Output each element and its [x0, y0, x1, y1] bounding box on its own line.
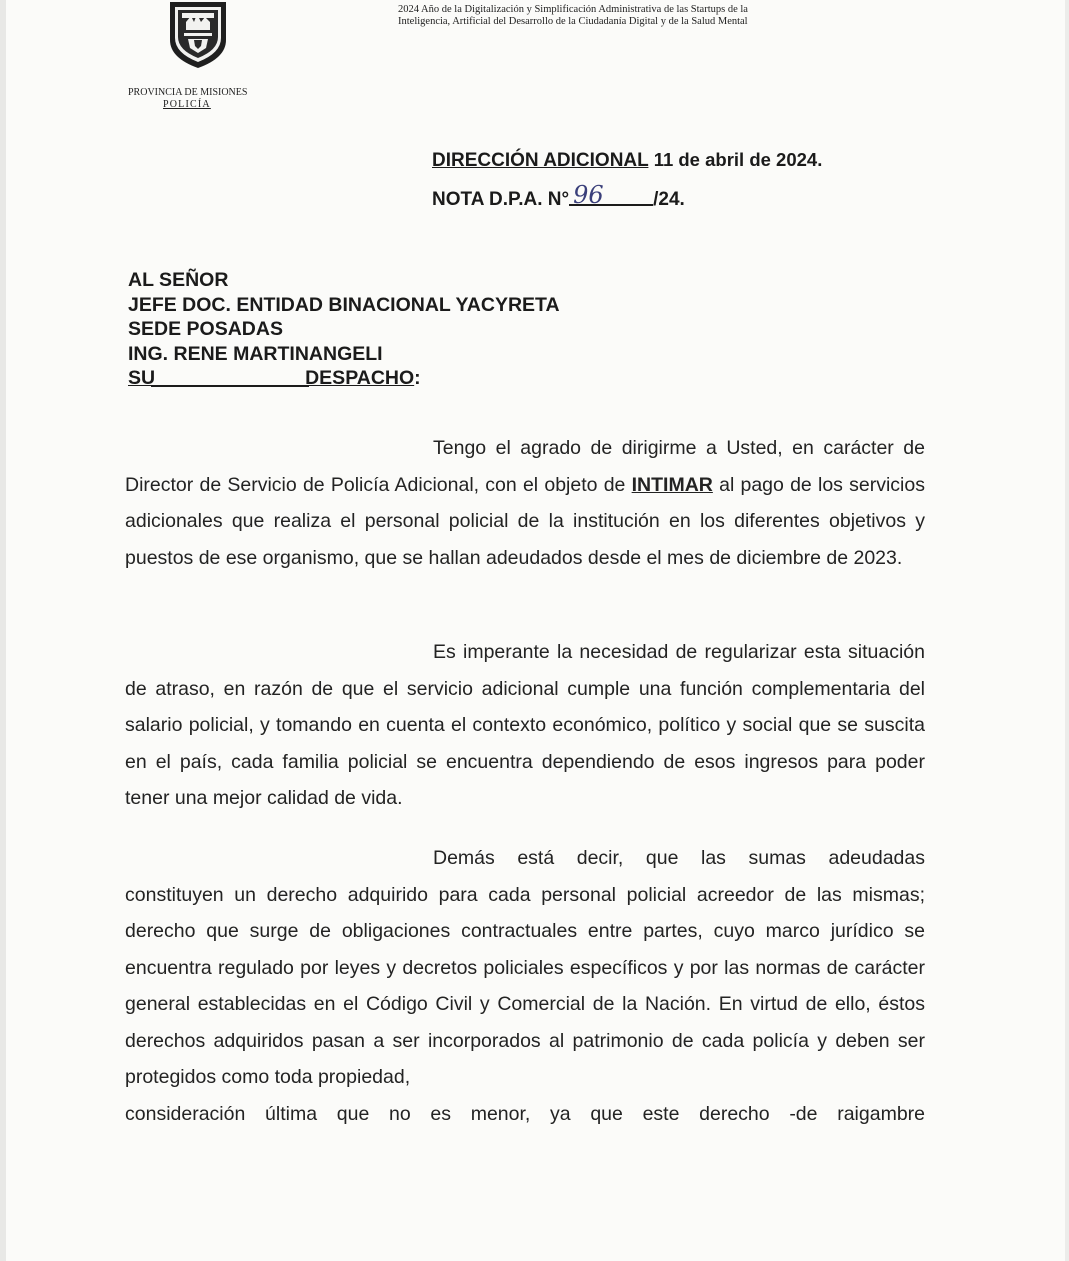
paragraph-1-start: Tengo el agrado de dirigirme a Usted, en carácter de Director de Servicio de Policía Adicional, con el objeto de: [125, 437, 925, 496]
paragraph-3: [125, 840, 925, 1132]
addressee-line-4: ING. RENE MARTINANGELI: [128, 342, 383, 365]
paragraph-3-text: Demás está decir, que las sumas adeudadas constituyen un derecho adquirido para cada personal policial acreedor de las mismas; derecho que surge de obligaciones contractuales entre partes, cuyo marco jurídico se encuentra regulado por leyes y decretos policiales específicos y por las normas de carácter general establecidas en el Código Civil y Comercial de la Nación. En virtud de ello, éstos derechos adquiridos pasan a ser incorporados al patrimonio de cada policía y deben ser protegidos como toda propiedad,: [125, 847, 925, 1088]
org-name: PROVINCIA DE MISIONES: [128, 87, 248, 98]
paragraph-3-last-line: consideración última que no es menor, ya que este derecho -de raigambre: [125, 1102, 925, 1125]
note-prefix: NOTA D.P.A. N°: [432, 189, 570, 210]
paragraph-2: [125, 634, 925, 817]
org-department: POLICÍA: [163, 99, 211, 110]
despacho-label: DESPACHO: [305, 367, 415, 389]
note-number-line: [432, 181, 685, 212]
underline-gap: [151, 384, 309, 387]
note-number-handwritten: 96: [569, 186, 653, 206]
year-motto: [398, 4, 898, 28]
note-suffix: /24.: [653, 189, 685, 210]
addressee-line-1: AL SEÑOR: [128, 269, 229, 291]
addressee-block: [128, 268, 560, 391]
document-date: 11 de abril de 2024.: [653, 149, 823, 170]
organization-label: [128, 87, 288, 111]
despacho-colon: :: [414, 367, 421, 389]
addressee-line-5: [128, 366, 560, 391]
paragraph-1: [125, 430, 925, 576]
addressee-line-2: JEFE DOC. ENTIDAD BINACIONAL YACYRETA: [128, 293, 560, 316]
motto-line-2: Inteligencia, Artificial del Desarrollo de la Ciudadanía Digital y de la Salud Mental: [398, 16, 748, 27]
paragraph-2-text: Es imperante la necesidad de regularizar esta situación de atraso, en razón de que el servicio adicional cumple una función complementaria del salario policial, y tomando en cuenta el contexto económico, político y social que se suscita en el país, cada familia policial se encuentra dependiendo de esos ingresos para poder tener una mejor calidad de vida.: [125, 641, 925, 809]
su-label: SU: [128, 367, 156, 389]
addressee-line-3: SEDE POSADAS: [128, 318, 283, 340]
paragraph-1-end: al pago de los servicios adicionales que realiza el personal policial de la institución en los diferentes objetivos y puestos de ese organismo, que se hallan adeudados desde el mes de diciembre de 2023.: [125, 473, 925, 569]
police-shield-logo: [166, 0, 230, 70]
page-edge-right: [1065, 0, 1069, 1261]
document-heading: [432, 148, 822, 173]
department-name: DIRECCIÓN ADICIONAL: [432, 150, 649, 171]
page-edge-left: [0, 0, 6, 1261]
paragraph-1-emphasis: INTIMAR: [631, 473, 713, 496]
motto-line-1: 2024 Año de la Digitalización y Simplificación Administrativa de las Startups de la: [398, 4, 748, 15]
